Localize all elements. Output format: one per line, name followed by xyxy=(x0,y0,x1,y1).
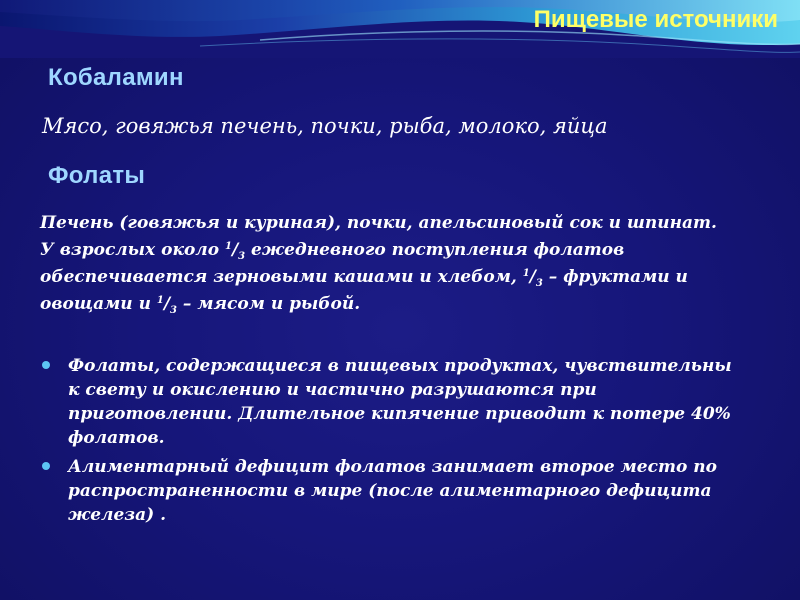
fraction-denominator: 3 xyxy=(535,278,543,289)
cobalamin-sources: Мясо, говяжья печень, почки, рыба, молоко, яйца xyxy=(42,114,608,138)
paragraph-line: У взрослых около $^1/_3$ ежедневного поступления фолатов xyxy=(40,240,625,262)
folates-bullet-list xyxy=(40,354,790,532)
bullet-dot-icon xyxy=(42,361,50,369)
fraction-denominator: 3 xyxy=(238,251,246,262)
fraction-numerator: 1 xyxy=(156,295,164,306)
paragraph-line: овощами и $^1/_3$ – мясом и рыбой. xyxy=(40,294,361,316)
list-item: Алиментарный дефицит фолатов занимает второе место по распространенности в мире (после алиментарного дефицита железа) . xyxy=(40,455,790,527)
folates-paragraph xyxy=(40,210,780,318)
slide-title: Пищевые источники xyxy=(533,6,778,33)
fraction-denominator: 3 xyxy=(170,305,178,316)
folates-heading: Фолаты xyxy=(48,162,146,189)
cobalamin-heading: Кобаламин xyxy=(48,64,184,91)
paragraph-line: обеспечивается зерновыми кашами и хлебом, $^1/_3$ – фруктами и xyxy=(40,267,688,289)
bullet-dot-icon xyxy=(42,462,50,470)
paragraph-line: Печень (говяжья и куриная), почки, апельсиновый сок и шпинат. xyxy=(40,213,717,233)
fraction-numerator: 1 xyxy=(224,241,232,252)
list-item: Фолаты, содержащиеся в пищевых продуктах, чувствительны к свету и окислению и частично разрушаются при приготовлении. Длительное кипячение приводит к потере 40% фолатов. xyxy=(40,354,790,450)
fraction-numerator: 1 xyxy=(522,268,530,279)
